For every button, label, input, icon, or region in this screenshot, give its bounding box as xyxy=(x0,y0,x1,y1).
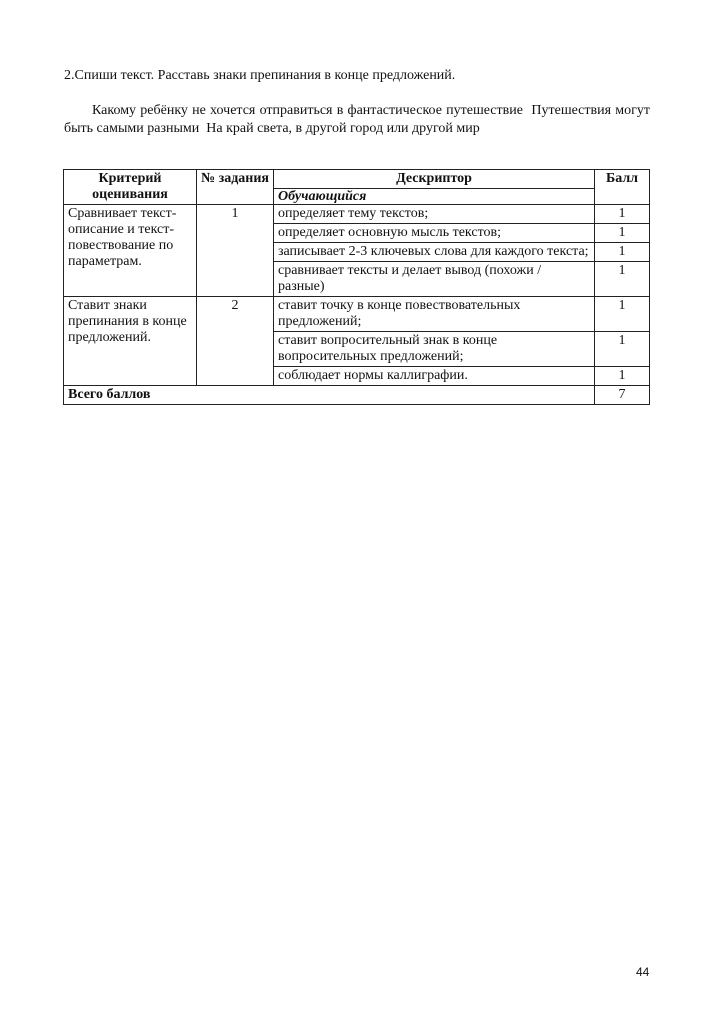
page-number: 44 xyxy=(636,965,650,979)
descriptor-cell: ставит точку в конце повествовательных предложений; xyxy=(274,297,595,332)
descriptor-cell: записывает 2-3 ключевых слова для каждого текста; xyxy=(274,243,595,262)
descriptor-cell: ставит вопросительный знак в конце вопросительных предложений; xyxy=(274,332,595,367)
score-cell: 1 xyxy=(595,224,650,243)
table-row xyxy=(64,297,650,332)
total-score: 7 xyxy=(595,386,650,405)
score-cell: 1 xyxy=(595,262,650,297)
total-label: Всего баллов xyxy=(64,386,595,405)
header-score: Балл xyxy=(595,170,650,205)
score-cell: 1 xyxy=(595,332,650,367)
criterion-cell: Сравнивает текст-описание и текст-повествование по параметрам. xyxy=(64,205,197,297)
descriptor-cell: сравнивает тексты и делает вывод (похожи / разные) xyxy=(274,262,595,297)
task-number-cell: 1 xyxy=(197,205,274,297)
task-number-cell: 2 xyxy=(197,297,274,386)
header-task-number: № задания xyxy=(197,170,274,205)
header-criterion: Критерий оценивания xyxy=(64,170,197,205)
score-cell: 1 xyxy=(595,205,650,224)
header-descriptor-cell xyxy=(274,170,595,205)
total-row xyxy=(64,386,650,405)
table-header-row xyxy=(64,170,650,205)
header-descriptor-sub: Обучающийся xyxy=(278,189,367,204)
header-descriptor: Дескриптор xyxy=(274,170,594,189)
score-cell: 1 xyxy=(595,297,650,332)
descriptor-cell: определяет тему текстов; xyxy=(274,205,595,224)
descriptor-cell: определяет основную мысль текстов; xyxy=(274,224,595,243)
task-text: Какому ребёнку не хочется отправиться в фантастическое путешествие Путешествия могут быть самыми разными На край света, в другой город или другой мир xyxy=(64,103,654,136)
score-cell: 1 xyxy=(595,243,650,262)
task-title: 2.Спиши текст. Расставь знаки препинания в конце предложений. xyxy=(64,68,456,83)
assessment-table xyxy=(63,169,650,405)
descriptor-cell: соблюдает нормы каллиграфии. xyxy=(274,367,595,386)
score-cell: 1 xyxy=(595,367,650,386)
table-row xyxy=(64,205,650,224)
criterion-cell: Ставит знаки препинания в конце предложений. xyxy=(64,297,197,386)
